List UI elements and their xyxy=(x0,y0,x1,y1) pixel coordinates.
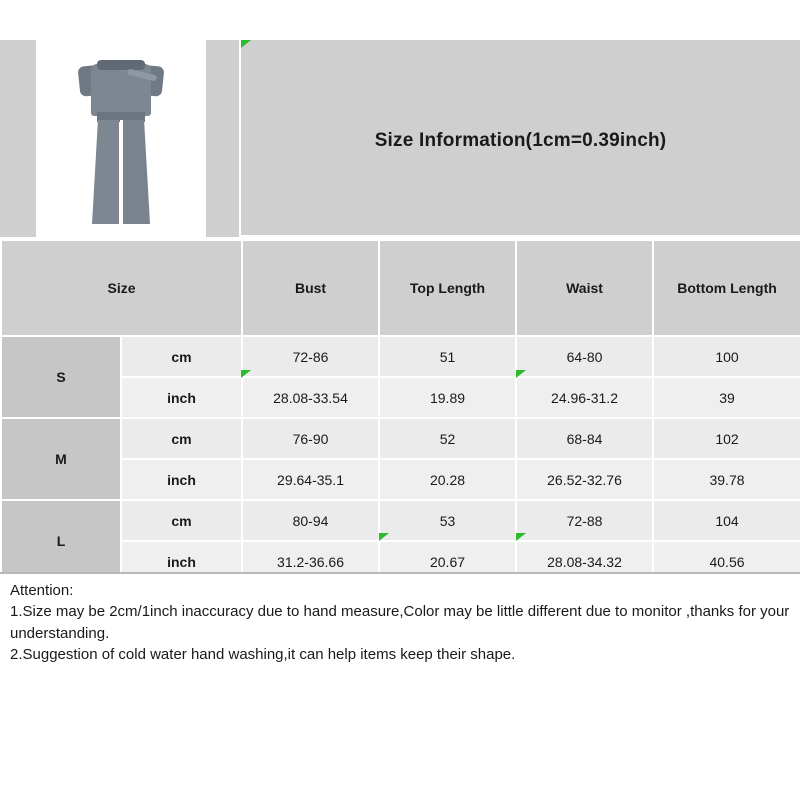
size-label-s: S xyxy=(1,336,121,418)
waist-cm-s: 64-80 xyxy=(516,336,653,377)
table-row xyxy=(1,459,800,500)
bust-cm-l: 80-94 xyxy=(242,500,379,541)
garment-neckline xyxy=(97,60,145,70)
bust-inch-m: 29.64-35.1 xyxy=(242,459,379,500)
top-length-cm-m: 52 xyxy=(379,418,516,459)
green-corner-mark-icon xyxy=(241,40,251,48)
top-length-cm-l: 53 xyxy=(379,500,516,541)
top-length-inch-s: 19.89 xyxy=(379,377,516,418)
unit-inch-s: inch xyxy=(121,377,242,418)
bust-inch-l: 31.2-36.66 xyxy=(242,541,379,582)
top-length-inch-m: 20.28 xyxy=(379,459,516,500)
attention-line-2: 2.Suggestion of cold water hand washing,it can help items keep their shape. xyxy=(10,645,516,663)
attention-heading: Attention: xyxy=(10,582,74,599)
size-label-m: M xyxy=(1,418,121,500)
attention-line-1: 1.Size may be 2cm/1inch inaccuracy due to hand measure,Color may be little different due to monitor ,thanks for your understanding. xyxy=(10,603,790,642)
page-title: Size Information(1cm=0.39inch) xyxy=(374,129,667,151)
table-row xyxy=(1,418,800,459)
product-photo xyxy=(36,40,206,237)
garment-illustration xyxy=(75,50,167,228)
title-cell xyxy=(241,40,800,235)
garment-pant-left xyxy=(92,120,119,224)
waist-inch-l: 28.08-34.32 xyxy=(516,541,653,582)
bottom-length-inch-m: 39.78 xyxy=(653,459,800,500)
unit-cm-m: cm xyxy=(121,418,242,459)
header-bottom-length: Bottom Length xyxy=(653,240,800,336)
bottom-length-cm-s: 100 xyxy=(653,336,800,377)
header-size: Size xyxy=(1,240,242,336)
bust-cm-s: 72-86 xyxy=(242,336,379,377)
header-block xyxy=(0,40,800,237)
bust-inch-s: 28.08-33.54 xyxy=(242,377,379,418)
unit-cm-l: cm xyxy=(121,500,242,541)
garment-pant-right xyxy=(123,120,150,224)
garment-leg-gap xyxy=(120,120,123,224)
bottom-length-inch-s: 39 xyxy=(653,377,800,418)
attention-block xyxy=(0,572,800,692)
header-top-length: Top Length xyxy=(379,240,516,336)
size-table xyxy=(0,239,800,583)
bottom-length-cm-m: 102 xyxy=(653,418,800,459)
table-row xyxy=(1,377,800,418)
bottom-length-inch-l: 40.56 xyxy=(653,541,800,582)
table-row xyxy=(1,336,800,377)
header-bust: Bust xyxy=(242,240,379,336)
waist-cm-m: 68-84 xyxy=(516,418,653,459)
waist-inch-s: 24.96-31.2 xyxy=(516,377,653,418)
unit-cm-s: cm xyxy=(121,336,242,377)
waist-cm-l: 72-88 xyxy=(516,500,653,541)
top-length-cm-s: 51 xyxy=(379,336,516,377)
unit-inch-l: inch xyxy=(121,541,242,582)
size-label-l: L xyxy=(1,500,121,582)
bottom-length-cm-l: 104 xyxy=(653,500,800,541)
unit-inch-m: inch xyxy=(121,459,242,500)
table-header-row xyxy=(1,240,800,336)
top-length-inch-l: 20.67 xyxy=(379,541,516,582)
header-waist: Waist xyxy=(516,240,653,336)
waist-inch-m: 26.52-32.76 xyxy=(516,459,653,500)
bust-cm-m: 76-90 xyxy=(242,418,379,459)
table-row xyxy=(1,500,800,541)
product-photo-cell xyxy=(0,40,241,237)
